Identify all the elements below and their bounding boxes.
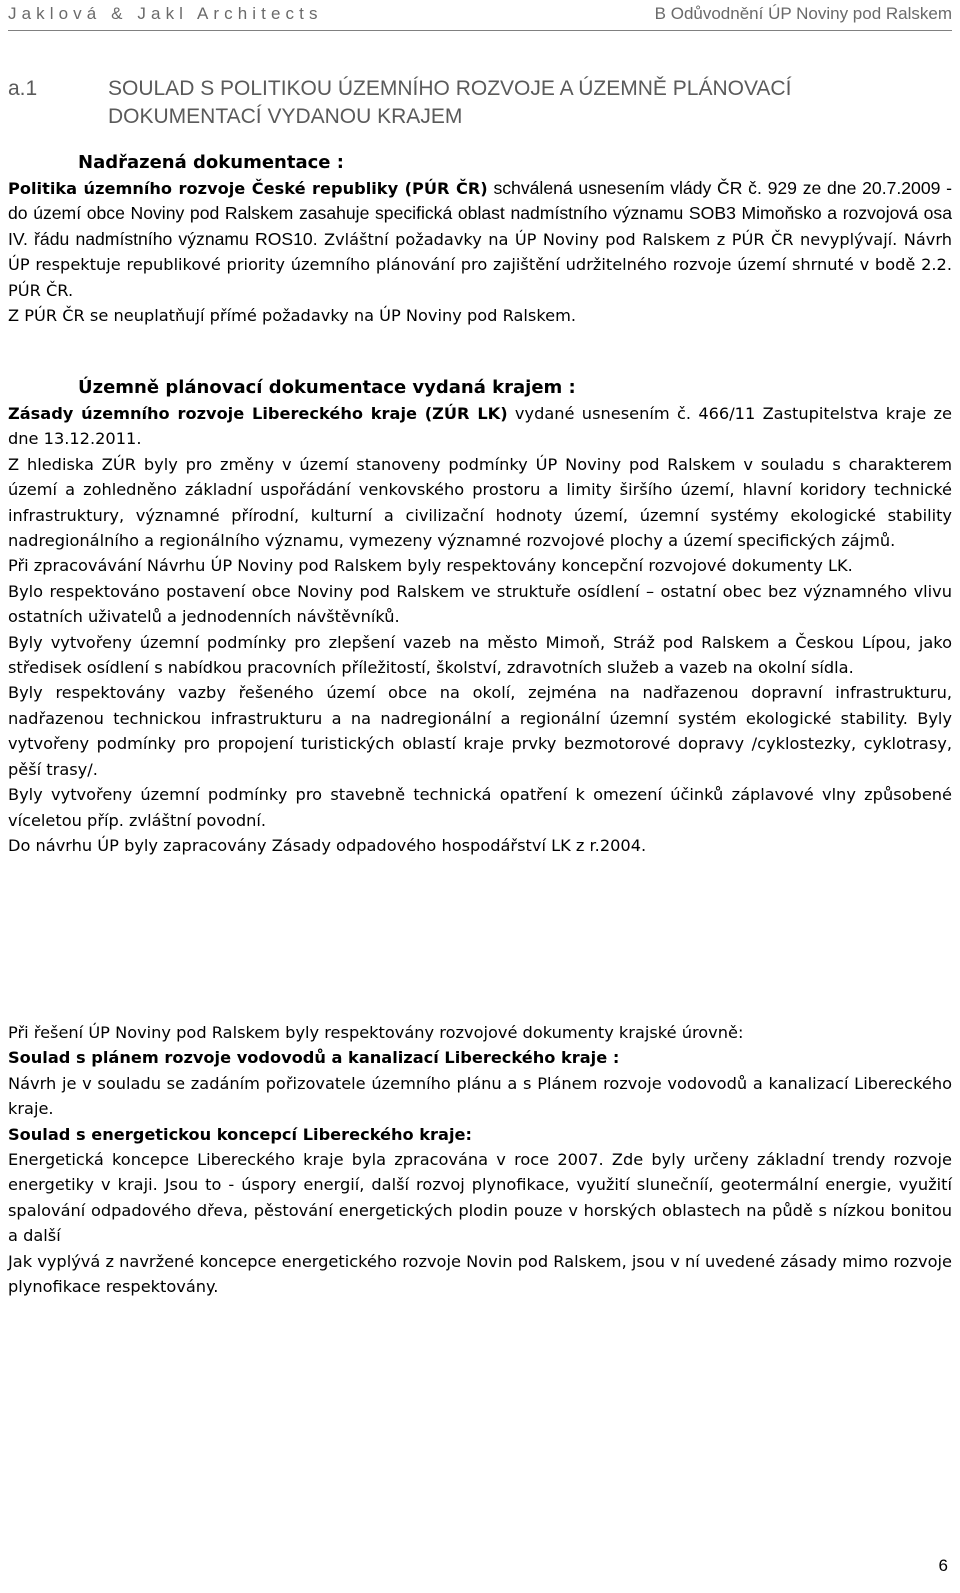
water-plan-heading: Soulad s plánem rozvoje vodovodů a kanalizací Libereckého kraje : (8, 1048, 620, 1068)
section-number: a.1 (8, 77, 38, 100)
zur-paragraph-2: Při zpracovávání Návrhu ÚP Noviny pod Ralskem byly respektovány koncepční rozvojové dokumenty LK. (8, 556, 853, 576)
pur-conclusion: Z PÚR ČR se neuplatňují přímé požadavky na ÚP Noviny pod Ralskem. (8, 306, 577, 326)
zur-paragraph-5: Byly respektovány vazby řešeného území obce na okolí, zejména na nadřazenou dopravní infrastrukturu, nadřazenou technickou infrastrukturu a na nadregionální a regionální územní systém ekologické stability. Byly vytvořeny podmínky pro propojení turistických oblastí kraje prvky bezmotorové dopravy /cyklostezky, cyklotrasy, pěší trasy/. (8, 683, 952, 779)
pur-paragraph (8, 176, 952, 303)
regional-documentation (8, 375, 952, 858)
zur-paragraph-3: Bylo respektováno postavení obce Noviny pod Ralskem ve struktuře osídlení – ostatní obec bez významného vlivu ostatních uživatelů a jednodenních návštěvníků. (8, 581, 952, 627)
running-header (8, 4, 952, 32)
zur-paragraph (8, 401, 952, 452)
pur-text: schválená usnesením vlády ČR č. 929 ze dne 20.7.2009 - do území obce Noviny pod Ralskem zasahuje specifická oblast nadmístního významu SOB3 Mimoňsko a rozvojová osa IV. řádu nadmístního významu ROS10. (8, 178, 952, 249)
pur-title: Politika územního rozvoje České republiky (PÚR ČR) (8, 179, 488, 198)
energy-concept-heading: Soulad s energetickou koncepcí Libereckého kraje: (8, 1124, 472, 1144)
section-title: SOULAD S POLITIKOU ÚZEMNÍHO ROZVOJE A ÚZEMNĚ PLÁNOVACÍ DOKUMENTACÍ VYDANOU KRAJEM (108, 77, 792, 128)
zur-paragraph-6: Byly vytvořeny územní podmínky pro stavebně technická opatření k omezení účinků záplavové vlny způsobené víceletou příp. zvláštní povodní. (8, 785, 952, 830)
energy-concept-conclusion: Jak vyplývá z navržené koncepce energetického rozvoje Novin pod Ralskem, jsou v ní uvedené zásady mimo rozvoje plynofikace respektovány. (8, 1251, 952, 1297)
zur-paragraph-4: Byly vytvořeny územní podmínky pro zlepšení vazeb na město Mimoň, Stráž pod Ralskem a Českou Lípou, jako středisek osídlení s nabídkou pracovních příležitostí, školství, zdravotních služeb a vazeb na okolní sídla. (8, 632, 952, 678)
header-document-title: B Odůvodnění ÚP Noviny pod Ralskem (654, 4, 952, 23)
regional-concepts (8, 1020, 952, 1299)
water-plan-text: Návrh je v souladu se zadáním pořizovatele územního plánu a s Plánem rozvoje vodovodů a kanalizací Libereckého kraje. (8, 1073, 952, 1119)
regional-heading: Územně plánovací dokumentace vydaná krajem : (78, 377, 576, 398)
energy-concept-text: Energetická koncepce Libereckého kraje byla zpracována v roce 2007. Zde byly určeny základní trendy rozvoje energetiky v kraji. Jsou to - úspory energií, další rozvoj plynofikace, využití slunečníí, geotermální energie, využití spalování odpadového dřeva, pěstování energetických plodin pouze v horských oblastech na půdě s nízkou bonitou a další (8, 1150, 952, 1246)
zur-text: vydané usnesením č. 466/11 Zastupitelstva kraje ze dne 13.12.2011. (8, 404, 952, 449)
zur-paragraph-7: Do návrhu ÚP byly zapracovány Zásady odpadového hospodářství LK z r.2004. (8, 835, 647, 855)
pur-text-tail: Zvláštní požadavky na ÚP Noviny pod Ralskem z PÚR ČR nevyplývají. Návrh ÚP respektuje republikové priority územního plánování pro zajištění udržitelného rozvoje území shrnuté v bodě 2.2. PÚR ČR. (8, 229, 952, 300)
zur-paragraph-1: Z hlediska ZÚR byly pro změny v území stanoveny podmínky ÚP Noviny pod Ralskem v souladu s charakterem území a zohledněno základní uspořádání venkovského prostoru a limity širšího území, hlavní koridory technické infrastruktury, významné přírodní, kulturní a civilizační hodnoty území, územní systémy ekologické stability nadregionálního a regionálního významu, vymezeny významné rozvojové plochy a území specifických zájmů. (8, 454, 952, 551)
superior-documentation (8, 150, 952, 328)
page-number: 6 (938, 1556, 948, 1575)
header-company: Jaklová & Jakl Architects (8, 4, 323, 23)
header-divider (8, 30, 952, 31)
superior-heading: Nadřazená dokumentace : (78, 152, 344, 173)
zur-title: Zásady územního rozvoje Libereckého kraje (ZÚR LK) (8, 404, 508, 423)
concepts-intro: Při řešení ÚP Noviny pod Ralskem byly respektovány rozvojové dokumenty krajské úrovně: (8, 1023, 744, 1042)
